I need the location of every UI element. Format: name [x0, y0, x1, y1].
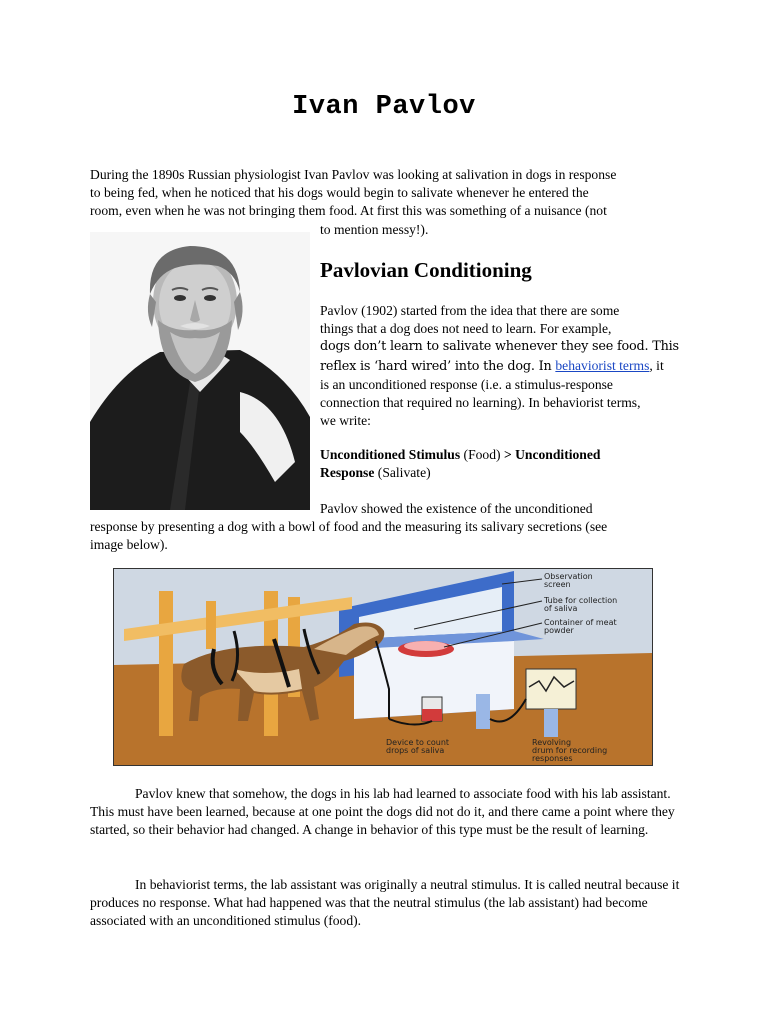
- observation-screen-label: [544, 573, 593, 589]
- label-line: screen: [544, 580, 571, 589]
- label-line: drum for recording: [532, 746, 608, 755]
- showed-line: Pavlov showed the existence of the unconditioned: [320, 501, 593, 516]
- container-label: [544, 619, 617, 635]
- page-title: Ivan Pavlov: [292, 92, 476, 122]
- learning-paragraph: Pavlov knew that somehow, the dogs in his lab had learned to associate food with his lab assistant. This must have been learned, because at one point the dogs did not do it, and there came a point where they started, so their behavior had changed. A change in behavior of this type must be the result of learning.: [90, 786, 675, 838]
- label-line: powder: [544, 626, 574, 635]
- label-line: Observation: [544, 572, 593, 581]
- section-paragraph: [320, 302, 690, 430]
- label-line: Revolving: [532, 738, 572, 747]
- label-line: Device to count: [386, 738, 450, 747]
- intro-paragraph: [90, 166, 690, 239]
- section-line: [320, 357, 690, 376]
- pavlov-experiment-diagram: [113, 568, 653, 766]
- intro-line: room, even when he was not bringing them food. At first this was something of a nuisance (not: [90, 203, 607, 219]
- intro-line: During the 1890s Russian physiologist Ivan Pavlov was looking at salivation in dogs in response: [90, 167, 617, 182]
- section-line: connection that required no learning). In behaviorist terms,: [320, 395, 641, 411]
- drum-label: [532, 739, 607, 763]
- section-line: dogs don’t learn to salivate whenever they see food. This: [320, 339, 679, 355]
- showed-line: image below).: [90, 537, 168, 553]
- label-line: drops of saliva: [386, 746, 445, 755]
- showed-line: response by presenting a dog with a bowl of food and the measuring its salivary secretions (see: [90, 519, 608, 535]
- intro-line: to being fed, when he noticed that his dogs would begin to salivate whenever he entered the: [90, 185, 589, 201]
- showed-paragraph: [90, 500, 690, 555]
- portrait-image: [90, 232, 310, 510]
- unconditioned-response-arrow: > Unconditioned: [503, 447, 601, 462]
- section-line: we write:: [320, 413, 371, 429]
- response-label: Response: [320, 465, 375, 481]
- food-label: (Food): [460, 447, 504, 462]
- formula-line-1: [320, 446, 690, 464]
- section-line: Pavlov (1902) started from the idea that there are some: [320, 303, 620, 318]
- label-line: of saliva: [544, 604, 578, 613]
- section-line: is an unconditioned response (i.e. a stimulus-response: [320, 376, 613, 392]
- formula: [320, 446, 690, 482]
- unconditioned-stimulus: Unconditioned Stimulus: [320, 447, 461, 462]
- section-title: Pavlovian Conditioning: [320, 258, 532, 282]
- label-line: responses: [532, 754, 573, 763]
- pavlov-portrait: [90, 232, 310, 510]
- section-line-text: , it: [649, 357, 664, 373]
- tube-label: [544, 597, 617, 613]
- neutral-stimulus-paragraph: In behaviorist terms, the lab assistant was originally a neutral stimulus. It is called neutral because it produces no response. What had happened was that the neutral stimulus (the lab assistant) had become associated with an unconditioned stimulus (food).: [90, 877, 680, 929]
- label-line: Container of meat: [544, 618, 617, 627]
- formula-line-2: [320, 464, 690, 482]
- section-line: things that a dog does not need to learn. For example,: [320, 321, 612, 337]
- section-line-text: reflex is ‘hard wired’ into the dog. In: [320, 358, 556, 374]
- device-label: [386, 739, 449, 755]
- intro-line: to mention messy!).: [320, 221, 429, 237]
- label-line: Tube for collection: [544, 596, 618, 605]
- behaviorist-terms-link[interactable]: behaviorist terms: [555, 357, 650, 373]
- salivate-label: (Salivate): [374, 465, 431, 481]
